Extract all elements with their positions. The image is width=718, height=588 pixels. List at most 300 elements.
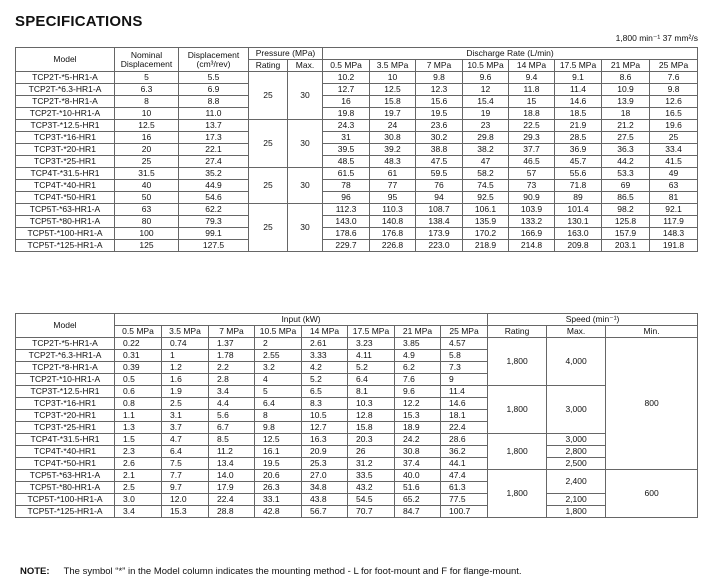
col-header-pressure-level: 21 MPa [395, 326, 441, 338]
value-cell: 77.5 [441, 494, 488, 506]
value-cell: 38.2 [463, 144, 509, 156]
speed-max-cell: 1,800 [547, 506, 606, 518]
col-header-pressure: Pressure (MPa) [249, 48, 323, 60]
value-cell: 1.9 [162, 386, 209, 398]
value-cell: 2.6 [115, 458, 162, 470]
col-header-model: Model [16, 314, 115, 338]
value-cell: 9.6 [463, 72, 509, 84]
model-cell: TCP5T-*63-HR1-A [16, 204, 115, 216]
model-cell: TCP4T-*50-HR1 [16, 192, 115, 204]
value-cell: 54.6 [179, 192, 249, 204]
speed-max-cell: 2,800 [547, 446, 606, 458]
value-cell: 1.3 [115, 422, 162, 434]
value-cell: 140.8 [370, 216, 416, 228]
value-cell: 5.2 [348, 362, 395, 374]
value-cell: 18.9 [395, 422, 441, 434]
value-cell: 20 [115, 144, 179, 156]
value-cell: 16.5 [650, 108, 698, 120]
value-cell: 170.2 [463, 228, 509, 240]
col-header-discharge: Discharge Rate (L/min) [323, 48, 698, 60]
value-cell: 69 [602, 180, 650, 192]
value-cell: 51.6 [395, 482, 441, 494]
value-cell: 43.8 [302, 494, 348, 506]
model-cell: TCP2T-*5-HR1-A [16, 72, 115, 84]
max-cell: 30 [288, 204, 323, 252]
value-cell: 12.3 [416, 84, 463, 96]
value-cell: 2.61 [302, 338, 348, 350]
table-row [16, 494, 698, 506]
value-cell: 16 [115, 132, 179, 144]
table-row [16, 132, 698, 144]
table-row [16, 96, 698, 108]
value-cell: 19.5 [255, 458, 302, 470]
value-cell: 25 [650, 132, 698, 144]
value-cell: 8.8 [179, 96, 249, 108]
col-header-model: Model [16, 48, 115, 72]
value-cell: 6.4 [255, 398, 302, 410]
col-header-min: Min. [606, 326, 698, 338]
footnote [20, 566, 522, 577]
value-cell: 47.4 [441, 470, 488, 482]
value-cell: 39.2 [370, 144, 416, 156]
value-cell: 106.1 [463, 204, 509, 216]
model-cell: TCP5T-*100-HR1-A [16, 494, 115, 506]
value-cell: 39.5 [323, 144, 370, 156]
value-cell: 22.4 [209, 494, 255, 506]
value-cell: 138.4 [416, 216, 463, 228]
value-cell: 95 [370, 192, 416, 204]
model-cell: TCP3T-*12.5-HR1 [16, 120, 115, 132]
col-header-rating: Rating [249, 60, 288, 72]
model-cell: TCP2T-*8-HR1-A [16, 362, 115, 374]
value-cell: 36.2 [441, 446, 488, 458]
value-cell: 0.6 [115, 386, 162, 398]
value-cell: 30.2 [416, 132, 463, 144]
value-cell: 15.3 [395, 410, 441, 422]
value-cell: 1.5 [115, 434, 162, 446]
value-cell: 76 [416, 180, 463, 192]
value-cell: 14.0 [209, 470, 255, 482]
value-cell: 27.4 [179, 156, 249, 168]
value-cell: 15 [509, 96, 555, 108]
table-row [16, 470, 698, 482]
value-cell: 209.8 [555, 240, 602, 252]
speed-max-cell: 2,100 [547, 494, 606, 506]
value-cell: 17.3 [179, 132, 249, 144]
col-header-pressure-level: 21 MPa [602, 60, 650, 72]
speed-min-cell: 800 [606, 338, 698, 470]
rating-cell: 25 [249, 72, 288, 120]
value-cell: 3.7 [162, 422, 209, 434]
value-cell: 57 [509, 168, 555, 180]
value-cell: 15.6 [416, 96, 463, 108]
max-cell: 30 [288, 168, 323, 204]
speed-rating-cell: 1,800 [488, 434, 547, 470]
value-cell: 2.1 [115, 470, 162, 482]
rating-cell: 25 [249, 204, 288, 252]
value-cell: 110.3 [370, 204, 416, 216]
table-row [16, 434, 698, 446]
value-cell: 11.4 [441, 386, 488, 398]
value-cell: 12.8 [348, 410, 395, 422]
value-cell: 30.8 [395, 446, 441, 458]
value-cell: 6.9 [179, 84, 249, 96]
col-header-pressure-level: 3.5 MPa [370, 60, 416, 72]
value-cell: 56.7 [302, 506, 348, 518]
model-cell: TCP3T-*20-HR1 [16, 144, 115, 156]
value-cell: 71.8 [555, 180, 602, 192]
col-header-pressure-level: 25 MPa [650, 60, 698, 72]
page-title: SPECIFICATIONS [15, 13, 143, 30]
value-cell: 20.9 [302, 446, 348, 458]
value-cell: 63 [650, 180, 698, 192]
value-cell: 9.8 [416, 72, 463, 84]
value-cell: 47 [463, 156, 509, 168]
max-cell: 30 [288, 120, 323, 168]
table-row [16, 506, 698, 518]
model-cell: TCP4T-*50-HR1 [16, 458, 115, 470]
value-cell: 26 [348, 446, 395, 458]
value-cell: 7.3 [441, 362, 488, 374]
value-cell: 15.3 [162, 506, 209, 518]
value-cell: 2.3 [115, 446, 162, 458]
value-cell: 40 [115, 180, 179, 192]
model-cell: TCP3T-*25-HR1 [16, 156, 115, 168]
value-cell: 9.4 [509, 72, 555, 84]
value-cell: 127.5 [179, 240, 249, 252]
value-cell: 18.1 [441, 410, 488, 422]
speed-max-cell: 4,000 [547, 338, 606, 386]
col-header-pressure-level: 7 MPa [209, 326, 255, 338]
value-cell: 80 [115, 216, 179, 228]
value-cell: 13.9 [602, 96, 650, 108]
value-cell: 33.4 [650, 144, 698, 156]
value-cell: 2.55 [255, 350, 302, 362]
value-cell: 13.4 [209, 458, 255, 470]
value-cell: 9.8 [255, 422, 302, 434]
value-cell: 5.6 [209, 410, 255, 422]
value-cell: 9.1 [555, 72, 602, 84]
value-cell: 73 [509, 180, 555, 192]
table-row [16, 168, 698, 180]
value-cell: 28.8 [209, 506, 255, 518]
value-cell: 157.9 [602, 228, 650, 240]
value-cell: 58.2 [463, 168, 509, 180]
value-cell: 70.7 [348, 506, 395, 518]
value-cell: 31.5 [115, 168, 179, 180]
value-cell: 1.1 [115, 410, 162, 422]
note-text: The symbol “*” in the Model column indicates the mounting method - L for foot-mount and F for flange-mount. [63, 566, 522, 577]
speed-rating-cell: 1,800 [488, 338, 547, 386]
value-cell: 24.3 [323, 120, 370, 132]
model-cell: TCP5T-*125-HR1-A [16, 506, 115, 518]
value-cell: 38.8 [416, 144, 463, 156]
value-cell: 40.0 [395, 470, 441, 482]
value-cell: 14.6 [555, 96, 602, 108]
value-cell: 16.1 [255, 446, 302, 458]
rating-cell: 25 [249, 168, 288, 204]
value-cell: 10.2 [323, 72, 370, 84]
value-cell: 3.1 [162, 410, 209, 422]
value-cell: 1 [162, 350, 209, 362]
value-cell: 24.2 [395, 434, 441, 446]
col-header-pressure-level: 3.5 MPa [162, 326, 209, 338]
table-row [16, 338, 698, 350]
value-cell: 79.3 [179, 216, 249, 228]
value-cell: 11.8 [509, 84, 555, 96]
value-cell: 6.2 [395, 362, 441, 374]
value-cell: 101.4 [555, 204, 602, 216]
value-cell: 30.8 [370, 132, 416, 144]
value-cell: 1.37 [209, 338, 255, 350]
test-conditions: 1,800 min⁻¹ 37 mm²/s [615, 33, 698, 43]
value-cell: 11.0 [179, 108, 249, 120]
value-cell: 25 [115, 156, 179, 168]
value-cell: 44.2 [602, 156, 650, 168]
value-cell: 1.2 [162, 362, 209, 374]
model-cell: TCP2T-*6.3-HR1-A [16, 84, 115, 96]
value-cell: 19.5 [416, 108, 463, 120]
value-cell: 33.5 [348, 470, 395, 482]
value-cell: 17.9 [209, 482, 255, 494]
col-header-rating: Rating [488, 326, 547, 338]
value-cell: 7.7 [162, 470, 209, 482]
value-cell: 19.8 [323, 108, 370, 120]
value-cell: 92.5 [463, 192, 509, 204]
value-cell: 9.8 [650, 84, 698, 96]
table-row [16, 120, 698, 132]
value-cell: 16.3 [302, 434, 348, 446]
value-cell: 5.5 [179, 72, 249, 84]
value-cell: 46.5 [509, 156, 555, 168]
value-cell: 53.3 [602, 168, 650, 180]
value-cell: 0.8 [115, 398, 162, 410]
col-header-pressure-level: 14 MPa [302, 326, 348, 338]
value-cell: 133.2 [509, 216, 555, 228]
value-cell: 62.2 [179, 204, 249, 216]
value-cell: 218.9 [463, 240, 509, 252]
table-row [16, 84, 698, 96]
value-cell: 20.6 [255, 470, 302, 482]
value-cell: 27.0 [302, 470, 348, 482]
model-cell: TCP2T-*5-HR1-A [16, 338, 115, 350]
model-cell: TCP4T-*31.5-HR1 [16, 168, 115, 180]
value-cell: 3.4 [209, 386, 255, 398]
value-cell: 19.7 [370, 108, 416, 120]
speed-rating-cell: 1,800 [488, 386, 547, 434]
model-cell: TCP2T-*10-HR1-A [16, 374, 115, 386]
col-header-input: Input (kW) [115, 314, 488, 326]
value-cell: 47.5 [416, 156, 463, 168]
table-row [16, 144, 698, 156]
value-cell: 12.7 [323, 84, 370, 96]
table-row [16, 386, 698, 398]
model-cell: TCP4T-*31.5-HR1 [16, 434, 115, 446]
value-cell: 9.6 [395, 386, 441, 398]
value-cell: 178.6 [323, 228, 370, 240]
value-cell: 49 [650, 168, 698, 180]
value-cell: 61.3 [441, 482, 488, 494]
col-header-pressure-level: 25 MPa [441, 326, 488, 338]
value-cell: 117.9 [650, 216, 698, 228]
value-cell: 0.74 [162, 338, 209, 350]
value-cell: 54.5 [348, 494, 395, 506]
value-cell: 65.2 [395, 494, 441, 506]
table-row [16, 204, 698, 216]
discharge-rate-table [15, 47, 698, 252]
value-cell: 112.3 [323, 204, 370, 216]
value-cell: 143.0 [323, 216, 370, 228]
value-cell: 191.8 [650, 240, 698, 252]
col-header-pressure-level: 0.5 MPa [323, 60, 370, 72]
model-cell: TCP2T-*8-HR1-A [16, 96, 115, 108]
value-cell: 74.5 [463, 180, 509, 192]
value-cell: 48.5 [323, 156, 370, 168]
max-cell: 30 [288, 72, 323, 120]
value-cell: 203.1 [602, 240, 650, 252]
model-cell: TCP3T-*20-HR1 [16, 410, 115, 422]
value-cell: 11.2 [209, 446, 255, 458]
value-cell: 103.9 [509, 204, 555, 216]
value-cell: 22.4 [441, 422, 488, 434]
value-cell: 29.8 [463, 132, 509, 144]
value-cell: 9 [441, 374, 488, 386]
value-cell: 96 [323, 192, 370, 204]
value-cell: 33.1 [255, 494, 302, 506]
model-cell: TCP3T-*16-HR1 [16, 398, 115, 410]
col-header-nominal: Nominal Displacement [115, 48, 179, 72]
value-cell: 9.7 [162, 482, 209, 494]
value-cell: 3.33 [302, 350, 348, 362]
col-header-pressure-level: 17.5 MPa [555, 60, 602, 72]
value-cell: 8 [255, 410, 302, 422]
value-cell: 59.5 [416, 168, 463, 180]
value-cell: 15.8 [348, 422, 395, 434]
table-row [16, 240, 698, 252]
model-cell: TCP3T-*25-HR1 [16, 422, 115, 434]
value-cell: 44.9 [179, 180, 249, 192]
value-cell: 36.9 [555, 144, 602, 156]
col-header-pressure-level: 17.5 MPa [348, 326, 395, 338]
value-cell: 8.5 [209, 434, 255, 446]
value-cell: 4.57 [441, 338, 488, 350]
value-cell: 31 [323, 132, 370, 144]
value-cell: 3.85 [395, 338, 441, 350]
table-row [16, 180, 698, 192]
value-cell: 0.31 [115, 350, 162, 362]
speed-min-cell: 600 [606, 470, 698, 518]
model-cell: TCP3T-*16-HR1 [16, 132, 115, 144]
value-cell: 6.7 [209, 422, 255, 434]
input-speed-table [15, 313, 698, 518]
model-cell: TCP4T-*40-HR1 [16, 446, 115, 458]
value-cell: 21.9 [555, 120, 602, 132]
value-cell: 28.6 [441, 434, 488, 446]
table-row [16, 458, 698, 470]
value-cell: 135.9 [463, 216, 509, 228]
value-cell: 12.5 [115, 120, 179, 132]
value-cell: 2.5 [115, 482, 162, 494]
value-cell: 2.8 [209, 374, 255, 386]
value-cell: 108.7 [416, 204, 463, 216]
speed-max-cell: 2,500 [547, 458, 606, 470]
table-row [16, 156, 698, 168]
value-cell: 12.7 [302, 422, 348, 434]
value-cell: 4.11 [348, 350, 395, 362]
value-cell: 214.8 [509, 240, 555, 252]
speed-max-cell: 3,000 [547, 434, 606, 446]
value-cell: 125 [115, 240, 179, 252]
value-cell: 4 [255, 374, 302, 386]
value-cell: 10.5 [302, 410, 348, 422]
model-cell: TCP5T-*125-HR1-A [16, 240, 115, 252]
value-cell: 1.78 [209, 350, 255, 362]
value-cell: 12.5 [255, 434, 302, 446]
value-cell: 21.2 [602, 120, 650, 132]
model-cell: TCP2T-*10-HR1-A [16, 108, 115, 120]
speed-rating-cell: 1,800 [488, 470, 547, 518]
model-cell: TCP5T-*63-HR1-A [16, 470, 115, 482]
value-cell: 12.6 [650, 96, 698, 108]
value-cell: 77 [370, 180, 416, 192]
value-cell: 31.2 [348, 458, 395, 470]
value-cell: 23 [463, 120, 509, 132]
value-cell: 48.3 [370, 156, 416, 168]
value-cell: 36.3 [602, 144, 650, 156]
col-header-pressure-level: 0.5 MPa [115, 326, 162, 338]
model-cell: TCP4T-*40-HR1 [16, 180, 115, 192]
value-cell: 12.2 [395, 398, 441, 410]
table-row [16, 446, 698, 458]
value-cell: 4.2 [302, 362, 348, 374]
value-cell: 6.4 [162, 446, 209, 458]
value-cell: 226.8 [370, 240, 416, 252]
value-cell: 0.22 [115, 338, 162, 350]
speed-max-cell: 3,000 [547, 386, 606, 434]
value-cell: 63 [115, 204, 179, 216]
value-cell: 41.5 [650, 156, 698, 168]
col-header-pressure-level: 10.5 MPa [255, 326, 302, 338]
value-cell: 5.2 [302, 374, 348, 386]
value-cell: 8.3 [302, 398, 348, 410]
value-cell: 7.6 [650, 72, 698, 84]
value-cell: 100 [115, 228, 179, 240]
value-cell: 90.9 [509, 192, 555, 204]
table-row [16, 108, 698, 120]
rating-cell: 25 [249, 120, 288, 168]
col-header-pressure-level: 7 MPa [416, 60, 463, 72]
value-cell: 10.3 [348, 398, 395, 410]
value-cell: 3.23 [348, 338, 395, 350]
col-header-max: Max. [547, 326, 606, 338]
value-cell: 34.8 [302, 482, 348, 494]
value-cell: 50 [115, 192, 179, 204]
value-cell: 28.5 [555, 132, 602, 144]
value-cell: 92.1 [650, 204, 698, 216]
value-cell: 100.7 [441, 506, 488, 518]
note-label: NOTE: [20, 566, 50, 577]
value-cell: 8.6 [602, 72, 650, 84]
value-cell: 2.5 [162, 398, 209, 410]
value-cell: 12.0 [162, 494, 209, 506]
value-cell: 55.6 [555, 168, 602, 180]
value-cell: 29.3 [509, 132, 555, 144]
value-cell: 18 [602, 108, 650, 120]
value-cell: 11.4 [555, 84, 602, 96]
col-header-max: Max. [288, 60, 323, 72]
value-cell: 37.4 [395, 458, 441, 470]
value-cell: 10 [370, 72, 416, 84]
